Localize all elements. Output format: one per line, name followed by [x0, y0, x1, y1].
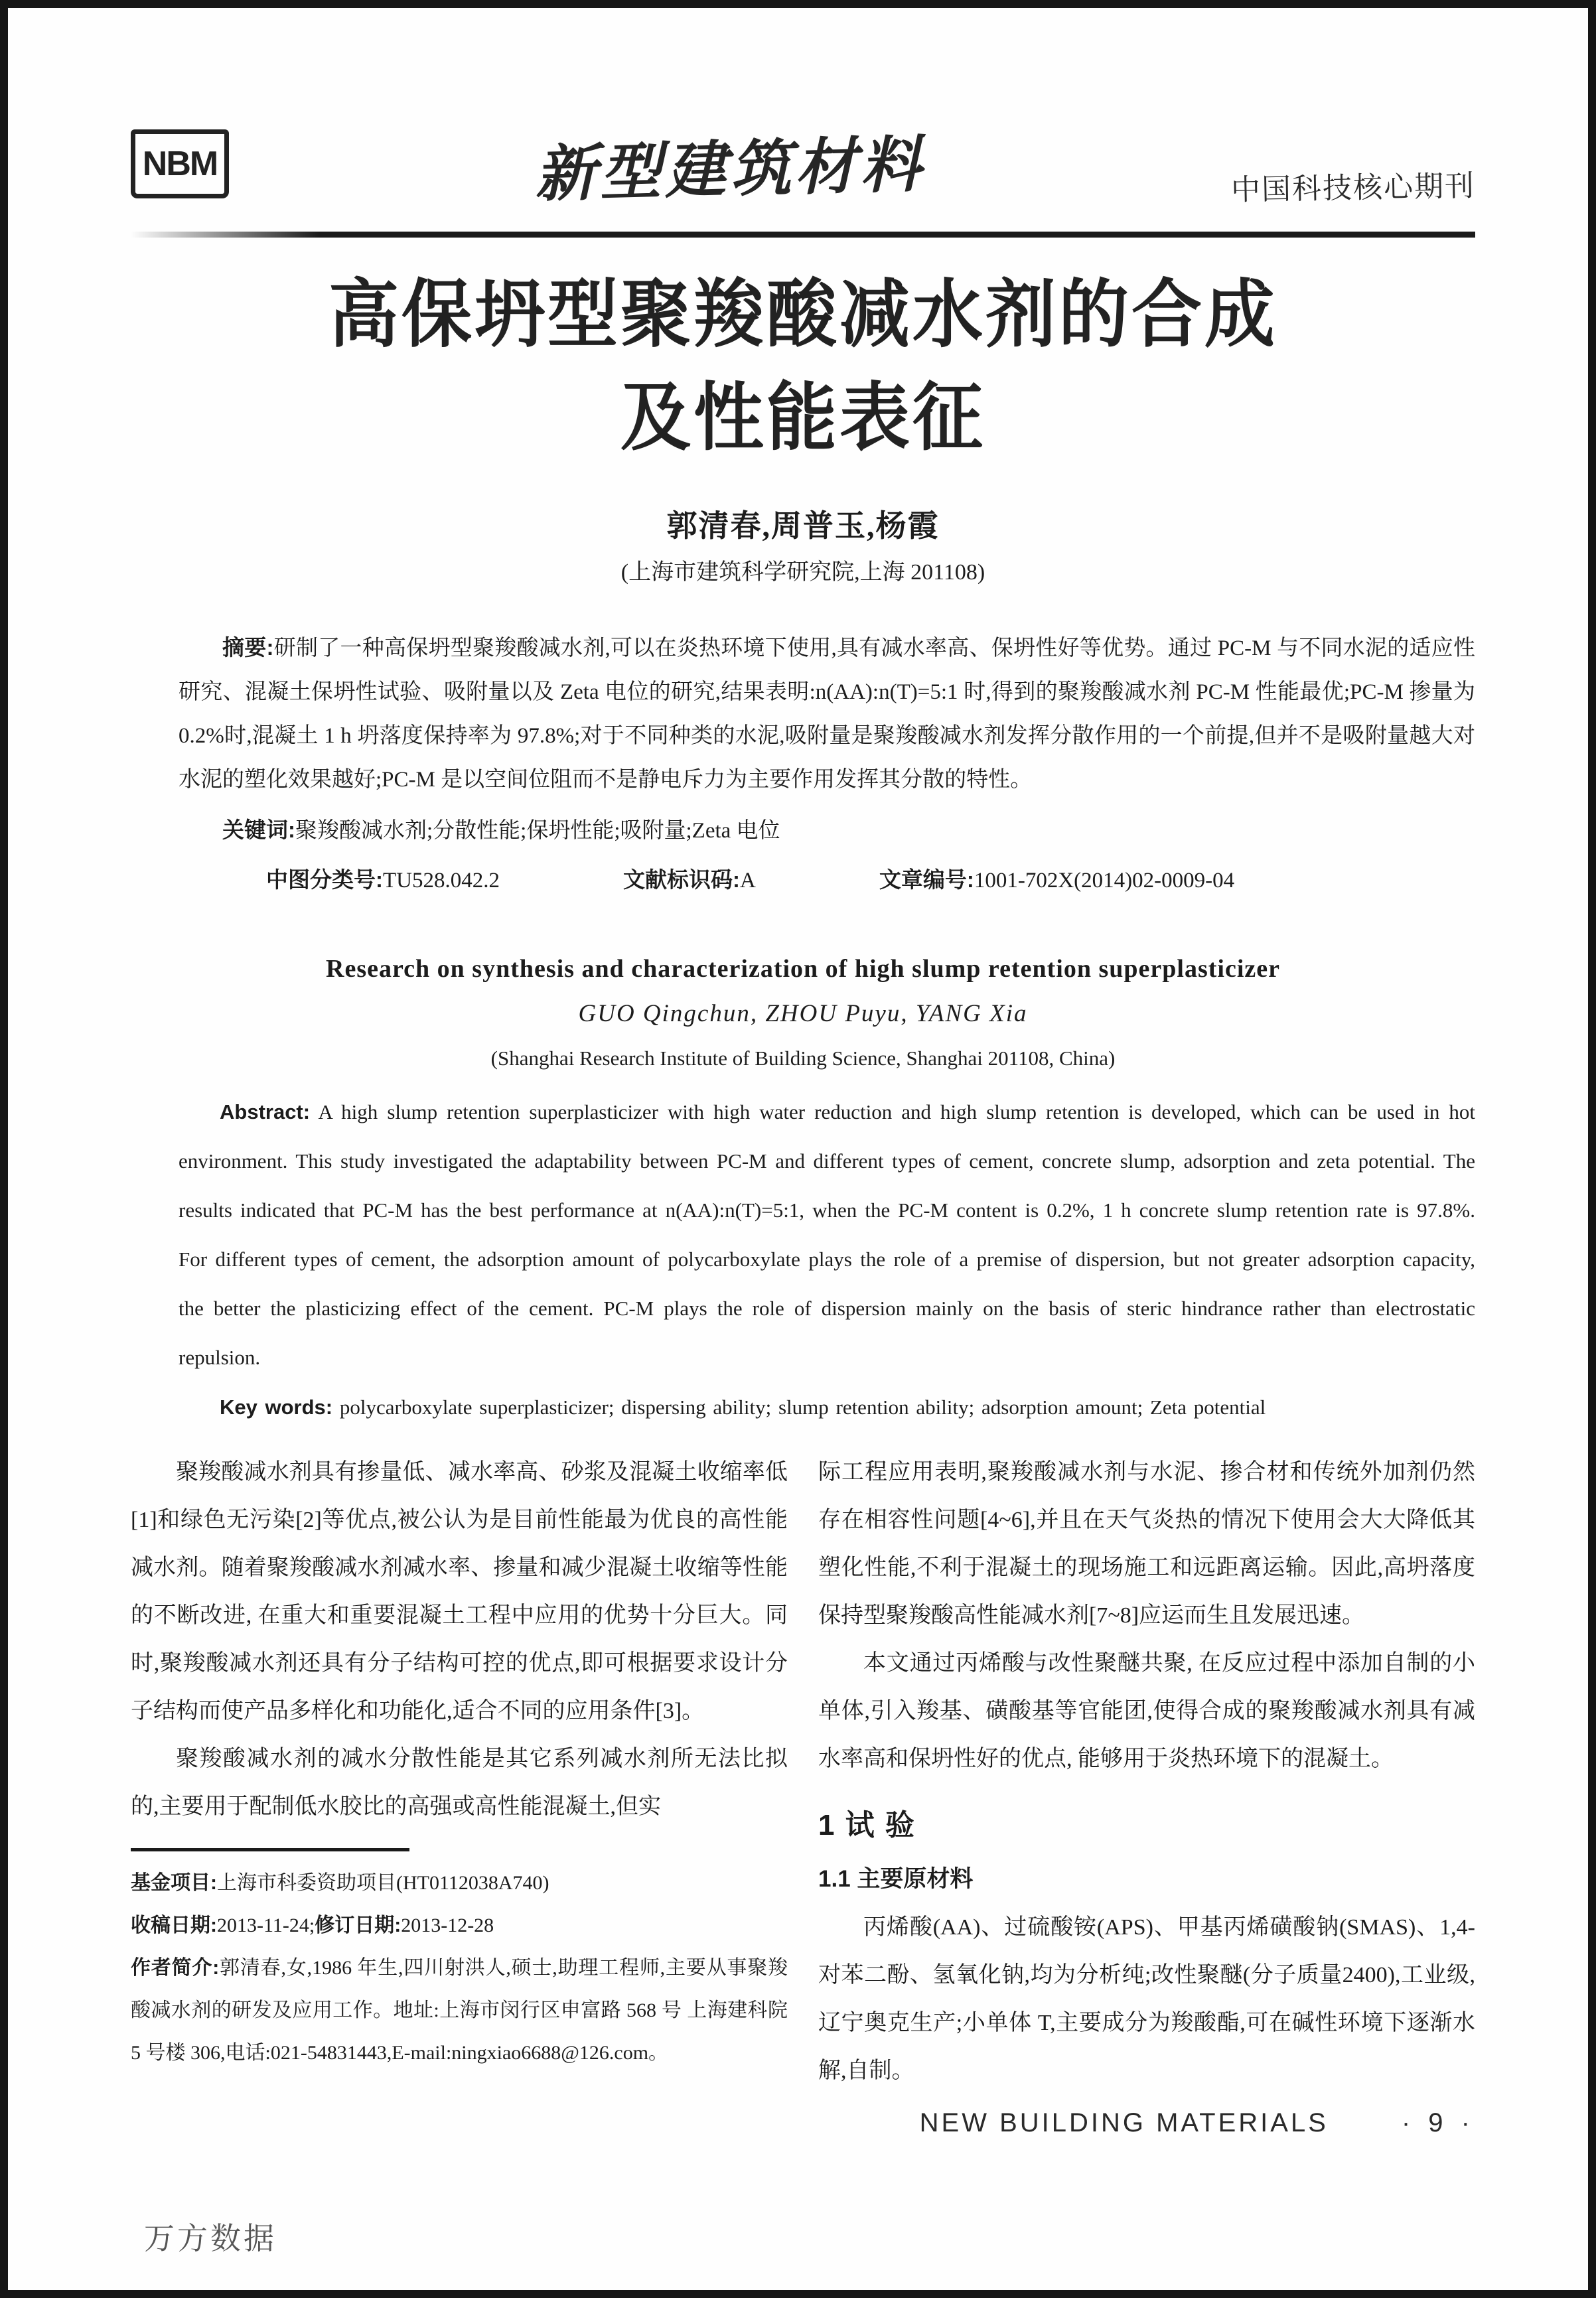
footnote-bio-line — [131, 1947, 788, 2074]
received-date-label: 收稿日期: — [131, 1914, 217, 1936]
abstract-en-paragraph — [179, 1088, 1475, 1382]
abstract-cn-label: 摘要: — [222, 635, 274, 660]
revised-date-label: 修订日期: — [315, 1914, 401, 1936]
received-date-text: 2013-11-24; — [217, 1914, 315, 1936]
classification-line — [179, 858, 1475, 902]
left-paragraph-1: 聚羧酸减水剂具有掺量低、减水率高、砂浆及混凝土收缩率低[1]和绿色无污染[2]等优点,被公认为是目前性能最为优良的高性能减水剂。随着聚羧酸减水剂减水率、掺量和减少混凝土收缩等性能的不断改进, 在重大和重要混凝土工程中应用的优势十分巨大。同时,聚羧酸减水剂还具有分子结构可控的优点,即可根据要求设计分子结构而使产品多样化和功能化,适合不同的应用条件[3]。 — [131, 1460, 788, 1723]
footnote-dates-line — [131, 1904, 788, 1947]
revised-date-text: 2013-12-28 — [401, 1914, 494, 1936]
doc-code-value: A — [740, 869, 756, 893]
article-title-cn — [131, 263, 1475, 470]
article-id-value: 1001-702X(2014)02-0009-04 — [974, 869, 1235, 893]
body-columns — [131, 1449, 1475, 2095]
abstract-cn-section — [179, 626, 1475, 802]
fund-text: 上海市科委资助项目(HT0112038A740) — [217, 1872, 549, 1894]
article-title-line1: 高保坍型聚羧酸减水剂的合成 — [328, 273, 1277, 356]
footnote-fund-line — [131, 1862, 788, 1904]
keywords-en-label: Key words: — [220, 1396, 333, 1419]
affiliation-cn: (上海市建筑科学研究院,上海 201108) — [620, 560, 985, 585]
right-paragraph-3: 丙烯酸(AA)、过硫酸铵(APS)、甲基丙烯磺酸钠(SMAS)、1,4-对苯二酚、氢氧化钠,均为分析纯;改性聚醚(分子质量2400),工业级,辽宁奥克生产;小单体 T,主要成分为羧酸酯,可在碱性环境下逐渐水解,自制。 — [818, 1915, 1475, 2083]
page-footer — [131, 2108, 1475, 2138]
footer-journal-name: NEW BUILDING MATERIALS — [919, 2108, 1329, 2137]
right-column — [818, 1449, 1475, 2095]
article-id-label: 文章编号: — [879, 867, 974, 892]
keywords-cn-line — [179, 808, 1475, 853]
affiliation-en: (Shanghai Research Institute of Building Science, Shanghai 201108, China) — [490, 1046, 1116, 1070]
abstract-cn-paragraph — [179, 626, 1475, 802]
masthead — [131, 129, 1475, 216]
left-paragraph-2: 聚羧酸减水剂的减水分散性能是其它系列减水剂所无法比拟的,主要用于配制低水胶比的高强或高性能混凝土,但实 — [131, 1747, 788, 1819]
left-column — [131, 1449, 788, 2095]
nbm-logo-text: NBM — [142, 145, 218, 183]
footnote-block — [131, 1862, 788, 2074]
abstract-en-section — [179, 1088, 1475, 1382]
article-title-line2: 及性能表征 — [620, 376, 985, 459]
doc-code-item — [579, 858, 756, 902]
clc-value: TU528.042.2 — [383, 869, 500, 893]
keywords-cn-text: 聚羧酸减水剂;分散性能;保坍性能;吸附量;Zeta 电位 — [295, 819, 780, 843]
article-id-item — [835, 858, 1234, 902]
core-journal-badge: 中国科技核心期刊 — [1230, 169, 1476, 207]
wanfang-watermark: 万方数据 — [144, 2222, 277, 2256]
page-content — [8, 8, 1588, 2138]
right-paragraph-2: 本文通过丙烯酸与改性聚醚共聚, 在反应过程中添加自制的小单体,引入羧基、磺酸基等官能团,使得合成的聚羧酸减水剂具有减水率高和保坍性好的优点, 能够用于炎热环境下的混凝土。 — [818, 1651, 1475, 1771]
abstract-cn-text: 研制了一种高保坍型聚羧酸减水剂,可以在炎热环境下使用,具有减水率高、保坍性好等优势。通过 PC-M 与不同水泥的适应性研究、混凝土保坍性试验、吸附量以及 Zeta 电位的研究,结果表明:n(AA):n(T)=5:1 时,得到的聚羧酸减水剂 PC-M 性能最优;PC-M 掺量为 0.2%时,混凝土 1 h 坍落度保持率为 97.8%;对于不同种类的水泥,吸附量是聚羧酸减水剂发挥分散作用的一个前提,但并不是吸附量越大对水泥的塑化效果越好;PC-M 是以空间位阻而不是静电斥力为主要作用发挥其分散的特性。 — [179, 636, 1475, 792]
abstract-en-text: A high slump retention superplasticizer with high water reduction and high slump retention is developed, which can be used in hot environment. This study investigated the adaptability between PC-M and different types of cement, concrete slump, adsorption and zeta potential. The results indicated that PC-M has the best performance at n(AA):n(T)=5:1, when the PC-M content is 0.2%, 1 h concrete slump retention rate is 97.8%. For different types of cement, the adsorption amount of polycarboxylate plays the role of a premise of dispersion, but not greater adsorption capacity, the better the plasticizing effect of the cement. PC-M plays the role of dispersion mainly on the basis of steric hindrance rather than electrostatic repulsion. — [179, 1100, 1475, 1369]
fund-label: 基金项目: — [131, 1872, 217, 1894]
clc-label: 中图分类号: — [266, 867, 383, 892]
authors-en: GUO Qingchun, ZHOU Puyu, YANG Xia — [578, 1000, 1028, 1027]
right-paragraph-1: 际工程应用表明,聚羧酸减水剂与水泥、掺合材和传统外加剂仍然存在相容性问题[4~6],并且在天气炎热的情况下使用会大大降低其塑化性能,不利于混凝土的现场施工和远距离运输。因此,高坍落度保持型聚羧酸高性能减水剂[7~8]应运而生且发展迅速。 — [818, 1460, 1475, 1628]
keywords-cn-label: 关键词: — [222, 818, 295, 842]
author-bio-text: 郭清春,女,1986 年生,四川射洪人,硕士,助理工程师,主要从事聚羧酸减水剂的研发及应用工作。地址:上海市闵行区申富路 568 号 上海建科院 5 号楼 306,电话:021-54831443,E-mail:ningxiao6688@126.com。 — [131, 1957, 788, 2064]
nbm-book-logo — [131, 129, 229, 198]
journal-name-calligraphy: 新型建筑材料 — [534, 128, 926, 210]
doc-code-label: 文献标识码: — [623, 867, 740, 892]
footer-page-number: · 9 · — [1401, 2108, 1475, 2137]
author-bio-label: 作者简介: — [131, 1957, 220, 1979]
clc-item — [222, 858, 500, 902]
section-1-heading: 1 试 验 — [818, 1809, 916, 1841]
keywords-en-text: polycarboxylate superplasticizer; dispersing ability; slump retention ability; adsorption amount; Zeta potential — [339, 1396, 1266, 1419]
authors-cn: 郭清春,周普玉,杨霞 — [666, 509, 940, 543]
keywords-en-line — [179, 1386, 1475, 1429]
section-1-1-heading: 1.1 主要原材料 — [818, 1866, 974, 1892]
article-title-en: Research on synthesis and characterization of high slump retention superplasticizer — [326, 955, 1280, 983]
header-rule — [131, 232, 1475, 238]
abstract-en-label: Abstract: — [220, 1100, 311, 1123]
footnote-rule — [131, 1848, 409, 1851]
